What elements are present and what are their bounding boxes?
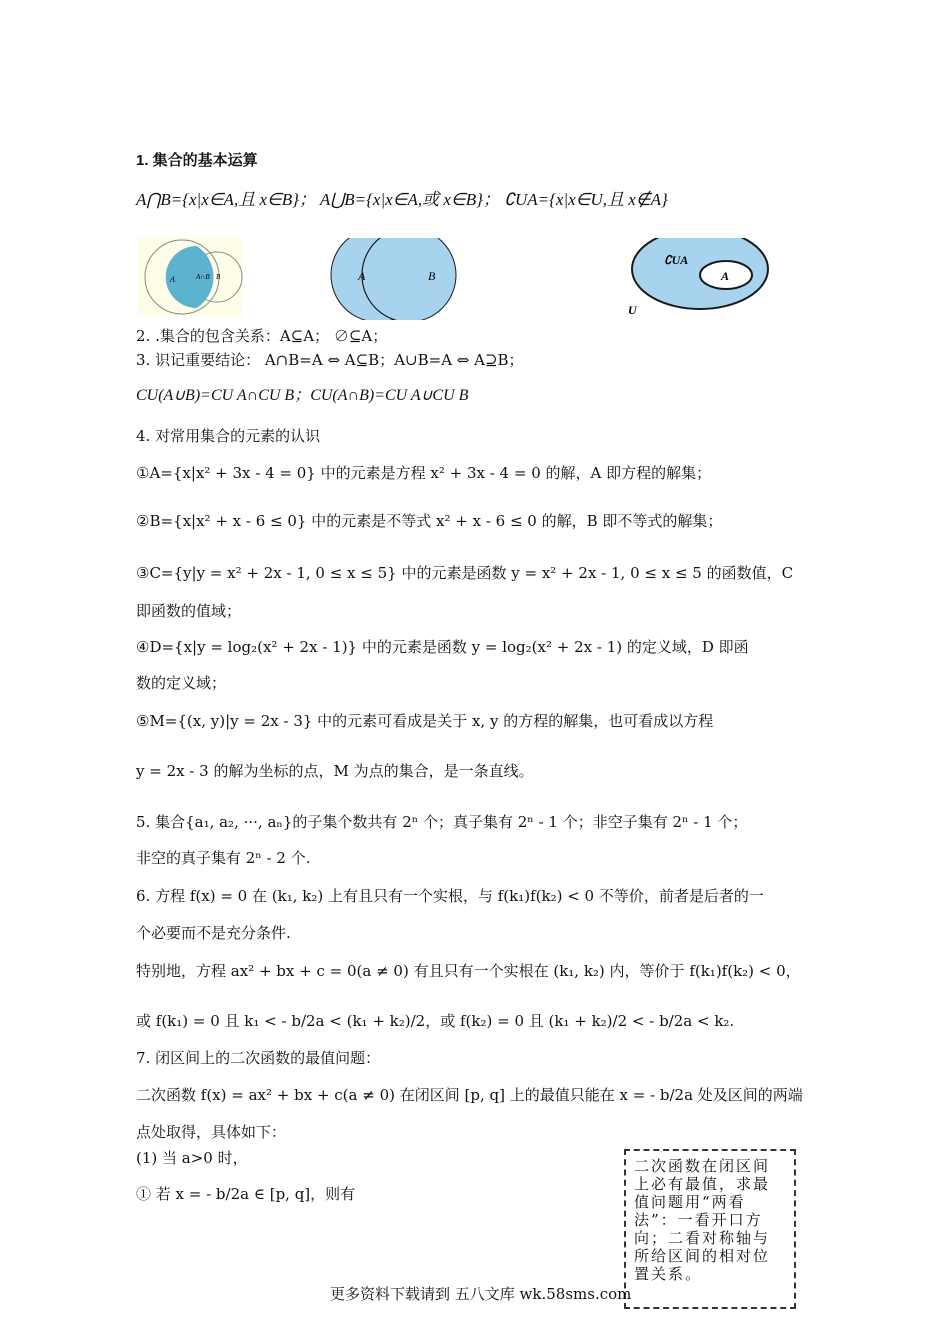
section-4-item4a: ④D={x|y = log₂(x² + 2x - 1)} 中的元素是函数 y = log₂(x² + 2x - 1) 的定义域，D 即函 [136, 638, 749, 656]
venn3-label-u: U [628, 303, 637, 317]
section-4-item3b: 即函数的值域； [136, 602, 242, 620]
section-6-line3: 特别地，方程 ax² + bx + c = 0(a ≠ 0) 有且只有一个实根在 (k₁, k₂) 内，等价于 f(k₁)f(k₂) < 0， [136, 962, 801, 980]
venn2-label-a: A [358, 269, 366, 283]
section-4-item4b: 数的定义域； [136, 674, 227, 692]
venn2-label-b: B [428, 269, 436, 283]
section-7-line4: ① 若 x = - b/2a ∈ [p, q]，则有 [136, 1185, 356, 1203]
venn1-label-intersection: A∩B [196, 273, 210, 281]
section-6-line2: 个必要而不是充分条件. [136, 924, 291, 942]
section-6-line1: 6. 方程 f(x) = 0 在 (k₁, k₂) 上有且只有一个实根，与 f(k₁)f(k₂) < 0 不等价，前者是后者的一 [136, 887, 764, 905]
section-5-line2: 非空的真子集有 2ⁿ - 2 个. [136, 849, 311, 867]
note-box: 二次函数在闭区间上必有最值，求最值问题用“两看法”：一看开口方向；二看对称轴与所给区间的相对位置关系。 [624, 1149, 796, 1309]
venn-union [331, 238, 456, 320]
section-4-title: 4. 对常用集合的元素的认识 [136, 427, 321, 445]
section-4-item5a: ⑤M={(x, y)|y = 2x - 3} 中的元素可看成是关于 x, y 的方程的解集，也可看成以方程 [136, 712, 714, 730]
venn1-label-b: B [216, 273, 221, 281]
section-1-title: 1. 集合的基本运算 [136, 152, 258, 169]
section-3-line2: CU(A∪B)=CU A∩CU B；CU(A∩B)=CU A∪CU B [136, 387, 469, 404]
venn1-label-a: A [170, 275, 175, 284]
section-3-line1: 3. 识记重要结论： A∩B=A ⇔ A⊆B；A∪B=A ⇔ A⊇B； [136, 351, 524, 369]
section-4-item5b: y = 2x - 3 的解为坐标的点，M 为点的集合，是一条直线。 [136, 762, 534, 780]
venn3-label-complement: ∁UA [664, 253, 689, 267]
section-2: 2. .集合的包含关系：A⊆A； ∅⊆A； [136, 327, 388, 345]
section-4-item3a: ③C={y|y = x² + 2x - 1, 0 ≤ x ≤ 5} 中的元素是函数 y = x² + 2x - 1, 0 ≤ x ≤ 5 的函数值，C [136, 564, 794, 582]
set-operations-formula: A⋂B={x|x∈A,且 x∈B}； A⋃B={x|x∈A,或 x∈B}； ∁UA={x|x∈U,且 x∉A} [136, 190, 668, 209]
venn-diagrams [136, 238, 836, 320]
section-4-item1: ①A={x|x² + 3x - 4 = 0} 中的元素是方程 x² + 3x - 4 = 0 的解，A 即方程的解集； [136, 464, 712, 482]
section-4-item2: ②B={x|x² + x - 6 ≤ 0} 中的元素是不等式 x² + x - 6 ≤ 0 的解，B 即不等式的解集； [136, 512, 723, 530]
venn3-label-a: A [721, 269, 730, 283]
footer-text: 更多资料下载请到 五八文库 wk.58sms.com [330, 1285, 632, 1303]
venn-intersection [138, 238, 242, 316]
section-7-title: 7. 闭区间上的二次函数的最值问题： [136, 1049, 381, 1067]
section-5-line1: 5. 集合{a₁, a₂, ···, aₙ}的子集个数共有 2ⁿ 个；真子集有 2ⁿ - 1 个；非空子集有 2ⁿ - 1 个； [136, 813, 748, 831]
section-7-line2: 点处取得，具体如下： [136, 1123, 287, 1141]
section-6-line4: 或 f(k₁) = 0 且 k₁ < - b/2a < (k₁ + k₂)/2，或 f(k₂) = 0 且 (k₁ + k₂)/2 < - b/2a < k₂. [136, 1012, 735, 1030]
venn-complement [628, 238, 768, 317]
section-7-line3: (1) 当 a>0 时， [136, 1149, 248, 1167]
section-7-line1: 二次函数 f(x) = ax² + bx + c(a ≠ 0) 在闭区间 [p, q] 上的最值只能在 x = - b/2a 处及区间的两端 [136, 1086, 803, 1104]
